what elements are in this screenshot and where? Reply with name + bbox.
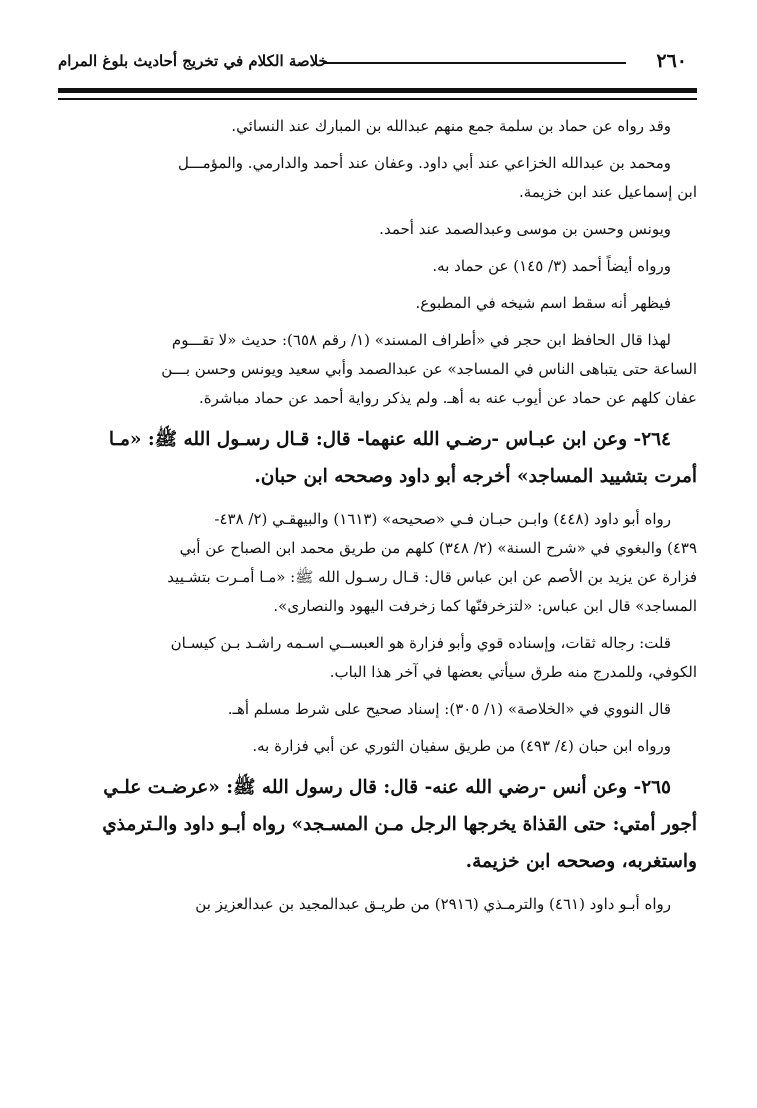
hadith-line: ٢٦٤- وعن ابن عبـاس -رضـي الله عنهما- قال: قـال رسـول الله ﷺ: «مـا bbox=[108, 429, 671, 450]
text-line: ورواه ابن حبان (٤/ ٤٩٣) من طريق سفيان الثوري عن أبي فزارة به. bbox=[252, 737, 671, 755]
hadith-264 bbox=[58, 421, 697, 495]
hadith-line: أجور أمتي: حتى القذاة يخرجها الرجل مـن المسـجد» رواه أبـو داود والـترمذي bbox=[102, 814, 697, 835]
text-line: ٤٣٩) والبغوي في «شرح السنة» (٢/ ٣٤٨) كلهم من طريق محمد ابن الصباح عن أبي bbox=[179, 539, 697, 557]
paragraph bbox=[58, 289, 697, 318]
text-line: ورواه أيضاً أحمد (٣/ ١٤٥) عن حماد به. bbox=[432, 257, 671, 275]
paragraph bbox=[58, 252, 697, 281]
text-line: لهذا قال الحافظ ابن حجر في «أطراف المسند» (١/ رقم ٦٥٨): حديث «لا تقـــوم bbox=[171, 331, 671, 349]
text-line: الساعة حتى يتباهى الناس في المساجد» عن عبدالصمد وأبي سعيد ويونس وحسن بـــن bbox=[161, 360, 697, 378]
text-line: رواه أبـو داود (٤٦١) والترمـذي (٢٩١٦) من طريـق عبدالمجيد بن عبدالعزيز بن bbox=[195, 895, 671, 913]
page-header bbox=[58, 42, 697, 82]
text-line: المساجد» قال ابن عباس: «لتزخرفنّها كما زخرفت اليهود والنصارى». bbox=[273, 597, 697, 615]
hadith-line: ٢٦٥- وعن أنس -رضي الله عنه- قال: قال رسول الله ﷺ: «عرضـت علـي bbox=[103, 777, 671, 798]
text-line: وقد رواه عن حماد بن سلمة جمع منهم عبدالله بن المبارك عند النسائي. bbox=[231, 117, 671, 135]
paragraph bbox=[58, 505, 697, 621]
paragraph bbox=[58, 695, 697, 724]
page-body bbox=[58, 112, 697, 927]
header-dash-divider bbox=[323, 62, 626, 64]
paragraph bbox=[58, 732, 697, 761]
text-line: عفان كلهم عن حماد عن أيوب عنه به أهـ. ولم يذكر رواية أحمد عن حماد مباشرة. bbox=[198, 389, 697, 407]
running-title: خلاصة الكلام في تخريج أحاديث بلوغ المرام bbox=[58, 52, 328, 70]
text-line: الكوفي، وللمدرج منه طرق سيأتي بعضها في آخر هذا الباب. bbox=[329, 663, 697, 681]
hadith-line: أمرت بتشييد المساجد» أخرجه أبو داود وصححه ابن حبان. bbox=[254, 466, 697, 487]
page-number: ٢٦٠ bbox=[656, 50, 687, 72]
header-rule-thick bbox=[58, 88, 697, 93]
text-line: قلت: رجاله ثقات، وإسناده قوي وأبو فزارة هو العبســي اسـمه راشـد بـن كيسـان bbox=[170, 634, 671, 652]
hadith-265 bbox=[58, 769, 697, 880]
text-line: فيظهر أنه سقط اسم شيخه في المطبوع. bbox=[415, 294, 671, 312]
text-line: ومحمد بن عبدالله الخزاعي عند أبي داود. وعفان عند أحمد والدارمي. والمؤمـــل bbox=[178, 154, 671, 172]
paragraph bbox=[58, 149, 697, 207]
text-line: قال النووي في «الخلاصة» (١/ ٣٠٥): إسناد صحيح على شرط مسلم أهـ. bbox=[227, 700, 671, 718]
header-rule-thin bbox=[58, 98, 697, 100]
hadith-line: واستغربه، وصححه ابن خزيمة. bbox=[465, 851, 697, 872]
paragraph bbox=[58, 890, 697, 919]
paragraph bbox=[58, 112, 697, 141]
text-line: فزارة عن يزيد بن الأصم عن ابن عباس قال: قـال رسـول الله ﷺ: «مـا أمـرت بتشـييد bbox=[167, 568, 697, 586]
paragraph bbox=[58, 326, 697, 413]
text-line: رواه أبو داود (٤٤٨) وابـن حبـان فـي «صحيحه» (١٦١٣) والبيهقـي (٢/ ٤٣٨- bbox=[214, 510, 671, 528]
text-line: ابن إسماعيل عند ابن خزيمة. bbox=[519, 183, 697, 201]
paragraph bbox=[58, 215, 697, 244]
paragraph bbox=[58, 629, 697, 687]
text-line: ويونس وحسن بن موسى وعبدالصمد عند أحمد. bbox=[379, 220, 671, 238]
